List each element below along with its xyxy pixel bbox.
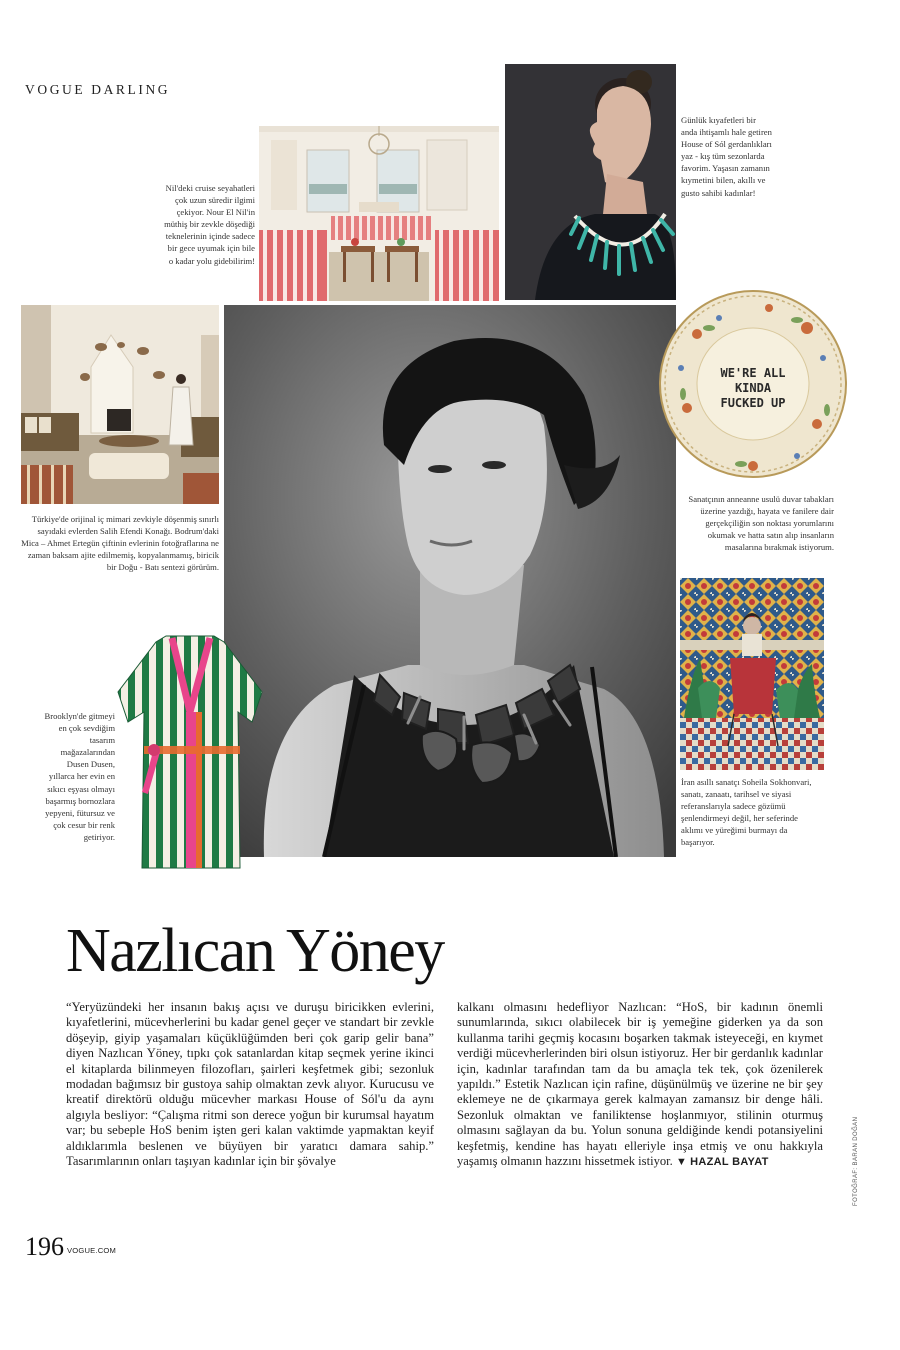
caption-cruise: Nil'deki cruise seyahatleri çok uzun süredir ilgimi çekiyor. Nour El Nil'in müthiş bir zevkle döşediği teknelerinin içinde sadece bir gece uyumak için bile o kadar yolu gidebilirim! — [164, 183, 255, 266]
folio-site: VOGUE.COM — [67, 1246, 117, 1255]
plate-text-line-1: WE'RE ALL — [720, 366, 786, 380]
photo-striped-robe — [114, 632, 266, 872]
caption-robe: Brooklyn'de gitmeyi en çok sevdiğim tasarım mağazalarından Dusen Dusen, yıllarca her evin en sıkıcı eşyası olmayı başarmış bornozlara yepyeni, fütursuz ve çok cesur bir renk getiriyor. — [44, 711, 115, 842]
caption-artist: İran asıllı sanatçı Soheila Sokhonvari, sanatı, zanaatı, tarihsel ve siyasi referanslarıyla sadece gözümü şenlendirmeyi değil, her seferinde aklımı ve yüreğimi burmayı da başarıyor. — [681, 777, 812, 848]
body-column-2 — [457, 1000, 823, 1170]
page-number: 196 — [25, 1232, 64, 1261]
plate-text-line-3: FUCKED UP — [720, 396, 786, 410]
photo-portrait-nazlican — [224, 305, 676, 857]
section-label: VOGUE DARLING — [25, 82, 171, 97]
body-column-1 — [66, 1000, 434, 1169]
caption-konak: Türkiye'de orijinal iç mimari zevkiyle döşenmiş sınırlı sayıdaki evlerden Salih Efendi Konağı. Bodrum'daki Mica – Ahmet Ertegün çiftinin evlerinin fotoğraflarına ne zaman baksam ajite edilmemiş, kopyalanmamış, biricik bir Doğu - Batı sentezi görürüm. — [21, 514, 219, 573]
photo-konak-interior — [21, 305, 219, 504]
caption-model: Günlük kıyafetleri bir anda ihtişamlı hale getiren House of Sól gerdanlıkları yaz - kış tüm sezonlarda favorim. Yaşasın zamanın kıymetini bilen, akıllı ve gusto sahibi kadınlar! — [681, 115, 772, 198]
caption-plate: Sanatçının anneanne usulü duvar tabakları üzerine yazdığı, hayata ve fanilere dair gerçekçiliğin son noktası yorumlarını okumak ve hatta satın alıp insanların masalarına bırakmak istiyorum. — [688, 494, 834, 553]
body-column-2-copy: kalkanı olmasını hedefliyor Nazlıcan: “HoS, bir kadının önemli sunumlarında, sıkıcı olabilecek bir iş yemeğine giderken ya da son kullanma tarihi geçmiş kocasını boşarken takmak isteyeceği, en kıymet verdiği mücevherlerinden biri olsun istiyoruz. Her bir gerdanlık kadınlar için, kadınlar tarafından tam da bu amaçla tek tek, çok özenilerek yapıldı.” Estetik Nazlıcan için rafine, düşünülmüş ve üzerine ne bir şey eklemeye ne de çıkarmaya gerek kalmayan zamansız bir denge hâli. Sezonluk olmaktan ve faniliktense hoşlanmıyor, stilinin oturmuş olmasını sağlayan da bu. Yolun sonuna geldiğinde kendi potansiyelini keşfetmiş, kendine has hayatı elleriyle inşa etmiş ve onu hakkıyla yaşamış olmanın hazzını hissetmek istiyor. — [457, 1000, 823, 1169]
body-column-1-text: “Yeryüzündeki her insanın bakış açısı ve duruşu biricikken evlerini, kıyafetlerini, mücevherlerini bu kadar genel geçer ve standart bir zevkle döşeyip, giyip yaşamaları küçüklüğümden beri çok garip gelir bana” diyen Nazlıcan Yöney, tıpkı çok satanlardan kitap seçmek yerine ikinci el kitaplarda bilinmeyen filozofları, şairleri keşfetmek gibi; sezonluk modadan bağımsız bir gustoya sahip olmaktan zevk alıyor. Kurucusu ve kreatif direktörü olduğu mücevher markası House of Sól'u da aynı algıyla besliyor: “Çalışma ritmi son derece yoğun bir kurumsal hayatım var; bu sebeple HoS benim işten geri kalan vaktimde yapmaktan keyif aldıklarımla beslenen ve büyüyen bir yaratıcı damara sahip.” Tasarımlarının onları taşıyan kadınlar için bir şövalye — [66, 1000, 434, 1169]
photo-model-turquoise-necklace — [505, 64, 676, 300]
photo-plate — [657, 288, 849, 480]
vogue-v-icon: ▼ — [675, 1156, 688, 1169]
plate-text-line-2: KINDA — [734, 381, 772, 395]
photo-credit: FOTOĞRAF: BARAN DOĞAN — [853, 1116, 859, 1206]
byline — [676, 1156, 769, 1168]
byline-name: HAZAL BAYAT — [690, 1156, 769, 1169]
body-column-2-text — [457, 1000, 823, 1170]
photo-artist-artwork — [680, 578, 824, 770]
headline: Nazlıcan Yöney — [66, 917, 444, 985]
photo-cruise-interior — [259, 126, 499, 301]
